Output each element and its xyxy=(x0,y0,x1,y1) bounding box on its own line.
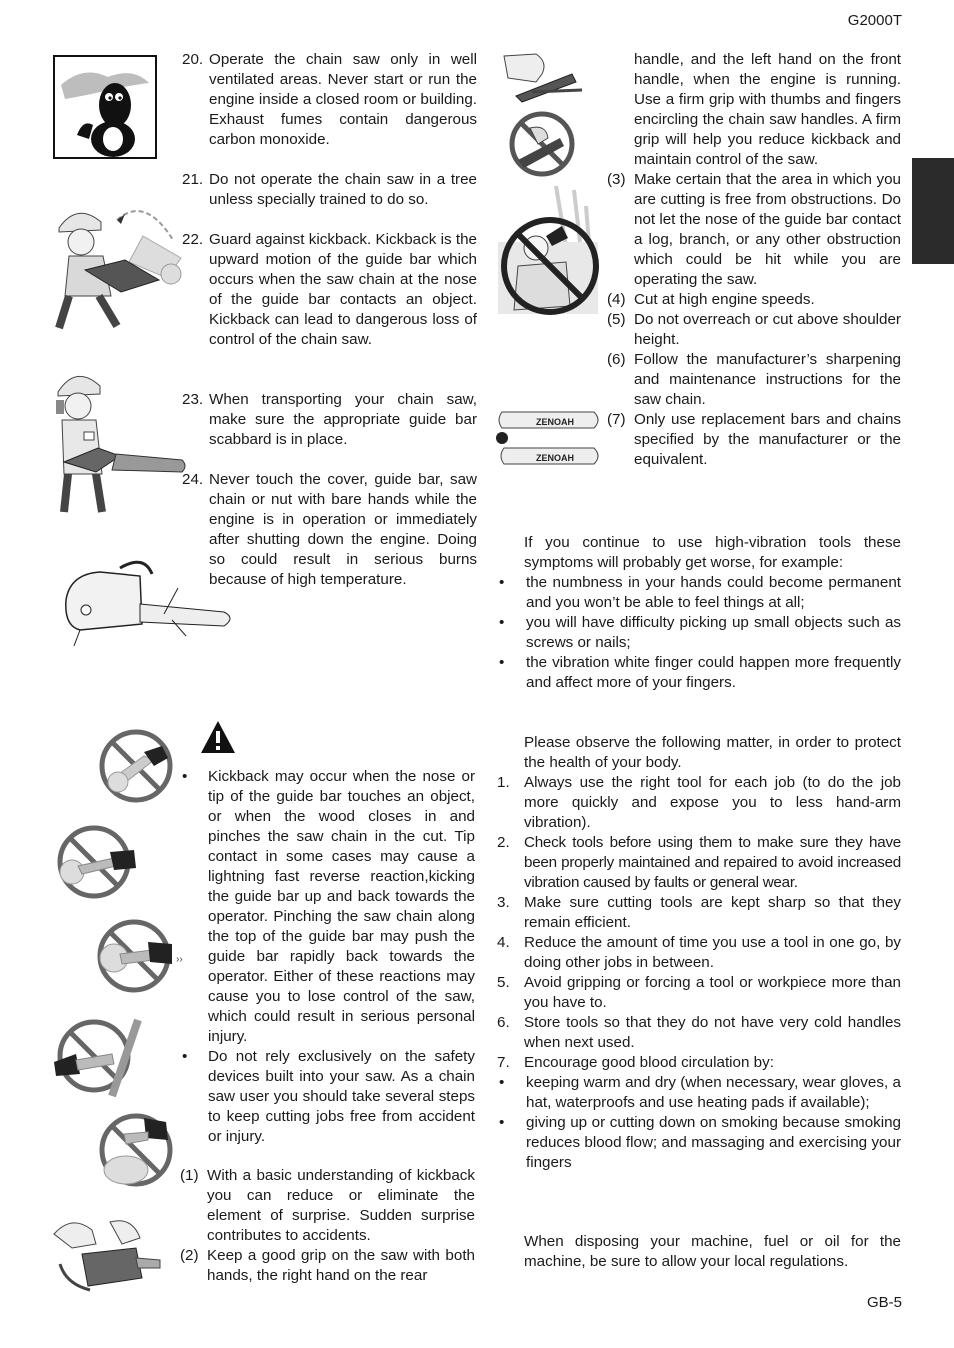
vibration-intro: If you continue to use high-vibration tools these symptoms will probably get worse, for example: xyxy=(524,534,901,571)
right-steps xyxy=(607,50,901,470)
health-item: 4. Reduce the amount of time you use a tool in one go, by doing other jobs in between. xyxy=(497,934,901,971)
step: (3) Make certain that the area in which you are cutting is free from obstructions. Do not let the nose of the guide bar contact a log, branch, or any other obstruction which could be hit while you are operating the saw. xyxy=(607,171,901,288)
health-section xyxy=(497,733,901,1173)
vibration-section xyxy=(497,533,901,693)
no-tip-contact-icon xyxy=(96,728,178,806)
health-item: 5. Avoid gripping or forcing a tool or workpiece more than you have to. xyxy=(497,974,901,1011)
health-item: 7. Encourage good blood circulation by: xyxy=(497,1054,774,1071)
no-log-contact-icon xyxy=(94,916,188,996)
no-branch-contact-icon xyxy=(52,1014,142,1098)
section-tab xyxy=(912,158,954,264)
no-thumb-on-top-icon xyxy=(502,110,582,178)
left-item-24: 24. Never touch the cover, guide bar, saw chain or nut with bare hands while the engine is in operation or immediately after shutting down the engine. Doing so could result in serious burns because of high temperature. xyxy=(182,471,477,588)
page-number: GB-5 xyxy=(866,1294,902,1311)
kickback-step: (1) With a basic understanding of kickback you can reduce or eliminate the element of surprise. Sudden surprise contributes to accidents. xyxy=(180,1167,475,1244)
vibration-bullet: • the vibration white finger could happen more frequently and affect more of your fingers. xyxy=(499,654,901,691)
bar-brand-label-1: ZENOAH xyxy=(536,417,574,427)
grip-continuation: handle, and the left hand on the front handle, when the engine is running. Use a firm grip with thumbs and fingers encircling the chain saw handles. A firm grip will help you reduce kickback and maintain control of the saw. xyxy=(634,51,901,168)
bar-brand-label-2: ZENOAH xyxy=(536,453,574,463)
model-number: G2000T xyxy=(847,12,902,29)
left-item-21: 21. Do not operate the chain saw in a tree unless specially trained to do so. xyxy=(182,171,477,208)
kickback-bullet: • Do not rely exclusively on the safety devices built into your saw. As a chain saw user you should take several steps to keep cutting jobs free from accident or injury. xyxy=(182,1048,475,1145)
step: (4) Cut at high engine speeds. xyxy=(607,291,815,308)
kickback-bullet-list xyxy=(180,767,475,1147)
kickback-operator-illustration xyxy=(55,200,185,335)
firm-grip-illustration xyxy=(502,52,586,104)
health-item: 3. Make sure cutting tools are kept sharp so that they remain efficient. xyxy=(497,894,901,931)
warning-triangle-icon xyxy=(200,719,236,755)
left-items-top xyxy=(182,50,477,150)
kickback-bullet: • Kickback may occur when the nose or tip of the guide bar touches an object, or when the wood closes in and pinches the saw chain in the cut. Tip contact in some cases may cause a lightning fast reverse reaction,kicking the guide bar up and back towards the operator. Pinching the saw chain along the top of the guide bar may push the guide bar rapidly back towards the operator. Either of these reactions may cause you to lose control of the saw, which could result in serious personal injury. xyxy=(182,768,475,1045)
item-20: 20. Operate the chain saw only in well ventilated areas. Never start or run the engine inside a closed room or building. Exhaust fumes contain dangerous carbon monoxide. xyxy=(182,51,477,148)
health-bullet: • giving up or cutting down on smoking because smoking reduces blood flow; and massaging and exercising your fingers xyxy=(499,1114,901,1171)
vibration-bullet: • the numbness in your hands could become permanent and you won’t be able to feel things at all; xyxy=(499,574,901,611)
step: (5) Do not overreach or cut above shoulder height. xyxy=(607,311,901,348)
kickback-steps xyxy=(180,1166,475,1286)
health-item: 6. Store tools so that they do not have very cold handles when next used. xyxy=(497,1014,901,1051)
health-intro: Please observe the following matter, in order to protect the health of your body. xyxy=(524,734,901,771)
left-item-22: 22. Guard against kickback. Kickback is the upward motion of the guide bar which occurs when the saw chain at the nose of the guide bar contacts an object. Kickback can lead to dangerous loss of control of the chain saw. xyxy=(182,231,477,348)
exhaust-fumes-illustration xyxy=(53,55,157,159)
step: (7) Only use replacement bars and chains specified by the manufacturer or the equivalent. xyxy=(607,411,901,468)
disposal-text: When disposing your machine, fuel or oil for the machine, be sure to allow your local regulations. xyxy=(524,1233,901,1270)
svg-text:››: ›› xyxy=(176,954,183,965)
left-item-23: 23. When transporting your chain saw, make sure the appropriate guide bar scabbard is in place. xyxy=(182,391,477,448)
replacement-bars-illustration xyxy=(494,404,606,476)
step: (6) Follow the manufacturer’s sharpening and maintenance instructions for the saw chain. xyxy=(607,351,901,408)
health-item: 2. Check tools before using them to make sure they have been properly maintained and repaired to avoid increased vibration caused by faults or general wear. xyxy=(497,834,901,891)
vibration-bullet: • you will have difficulty picking up small objects such as screws or nails; xyxy=(499,614,901,651)
health-bullet: • keeping warm and dry (when necessary, wear gloves, a hat, waterproofs and use heating pads if available); xyxy=(499,1074,901,1111)
no-overreach-icon xyxy=(496,186,602,316)
no-pinch-icon xyxy=(54,822,140,902)
health-item: 1. Always use the right tool for each job (to do the job more quickly and expose you to less hand-arm vibration). xyxy=(497,774,901,831)
grip-both-hands-illustration xyxy=(52,1214,162,1294)
kickback-step: (2) Keep a good grip on the saw with both hands, the right hand on the rear xyxy=(180,1247,475,1284)
transport-scabbard-illustration xyxy=(50,362,190,517)
no-ground-contact-icon xyxy=(96,1110,178,1190)
